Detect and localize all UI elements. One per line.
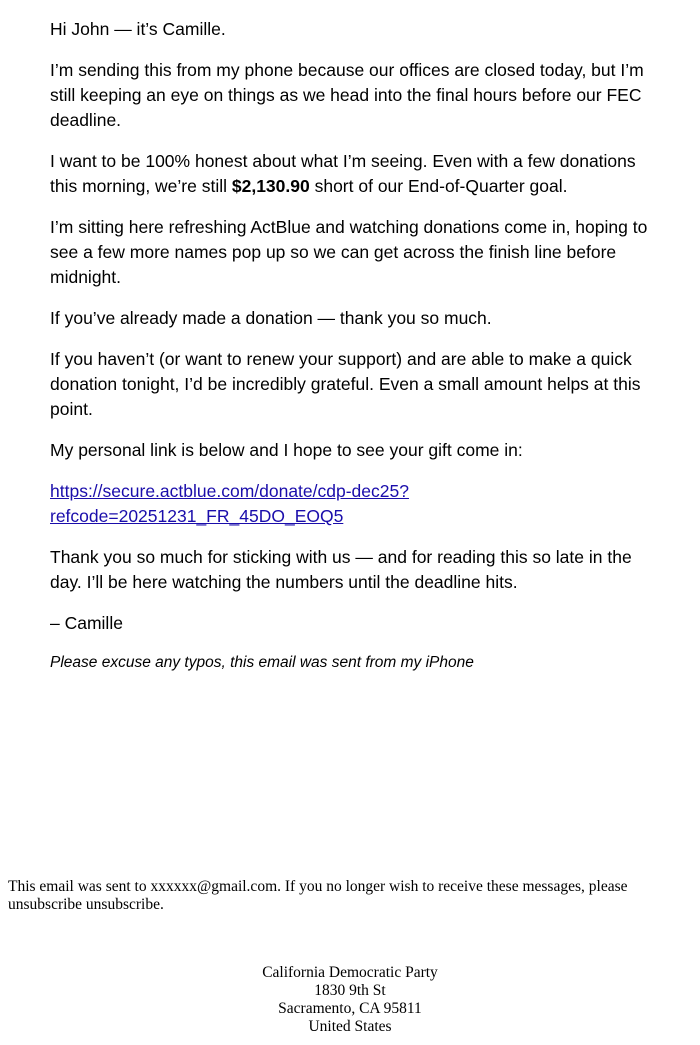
paragraph-refreshing-actblue: I’m sitting here refreshing ActBlue and watching donations come in, hoping to see a few more names pop up so we can get across the finish line before midnight.	[50, 217, 648, 287]
footer-address	[0, 964, 700, 1036]
shortfall-text-before: I want to be 100% honest about what I’m seeing. Even with a few donations this morning, we’re still	[50, 151, 636, 196]
paragraph-link-intro: My personal link is below and I hope to see your gift come in:	[50, 440, 523, 460]
address-org: California Democratic Party	[262, 964, 438, 981]
paragraph-thank-you: Thank you so much for sticking with us — and for reading this so late in the day. I’ll be here watching the numbers until the deadline hits.	[50, 547, 632, 592]
donate-link[interactable]	[50, 481, 409, 526]
signature: – Camille	[50, 613, 123, 633]
shortfall-text-after: short of our End-of-Quarter goal.	[309, 176, 568, 196]
address-street: 1830 9th St	[314, 982, 386, 999]
footer-unsubscribe-text: This email was sent to xxxxxx@gmail.com. If you no longer wish to receive these messages, please unsubscribe unsubscribe.	[8, 878, 628, 913]
address-country: United States	[308, 1018, 392, 1035]
paragraph-goal-shortfall	[50, 149, 660, 199]
address-city: Sacramento, CA 95811	[278, 1000, 422, 1017]
email-body	[50, 17, 660, 690]
paragraph-thank-donors: If you’ve already made a donation — thank you so much.	[50, 308, 492, 328]
shortfall-amount: $2,130.90	[231, 176, 310, 196]
greeting: Hi John — it’s Camille.	[50, 19, 226, 39]
donate-link-line-2[interactable]: refcode=20251231_FR_45DO_EOQ5	[50, 506, 344, 526]
signoff-note: Please excuse any typos, this email was sent from my iPhone	[50, 654, 474, 671]
donate-link-paragraph	[50, 479, 660, 529]
donate-link-line-1[interactable]: https://secure.actblue.com/donate/cdp-dec25?	[50, 481, 409, 501]
paragraph-office-closed: I’m sending this from my phone because our offices are closed today, but I’m still keeping an eye on things as we head into the final hours before our FEC deadline.	[50, 60, 644, 130]
paragraph-ask: If you haven’t (or want to renew your support) and are able to make a quick donation tonight, I’d be incredibly grateful. Even a small amount helps at this point.	[50, 349, 641, 419]
